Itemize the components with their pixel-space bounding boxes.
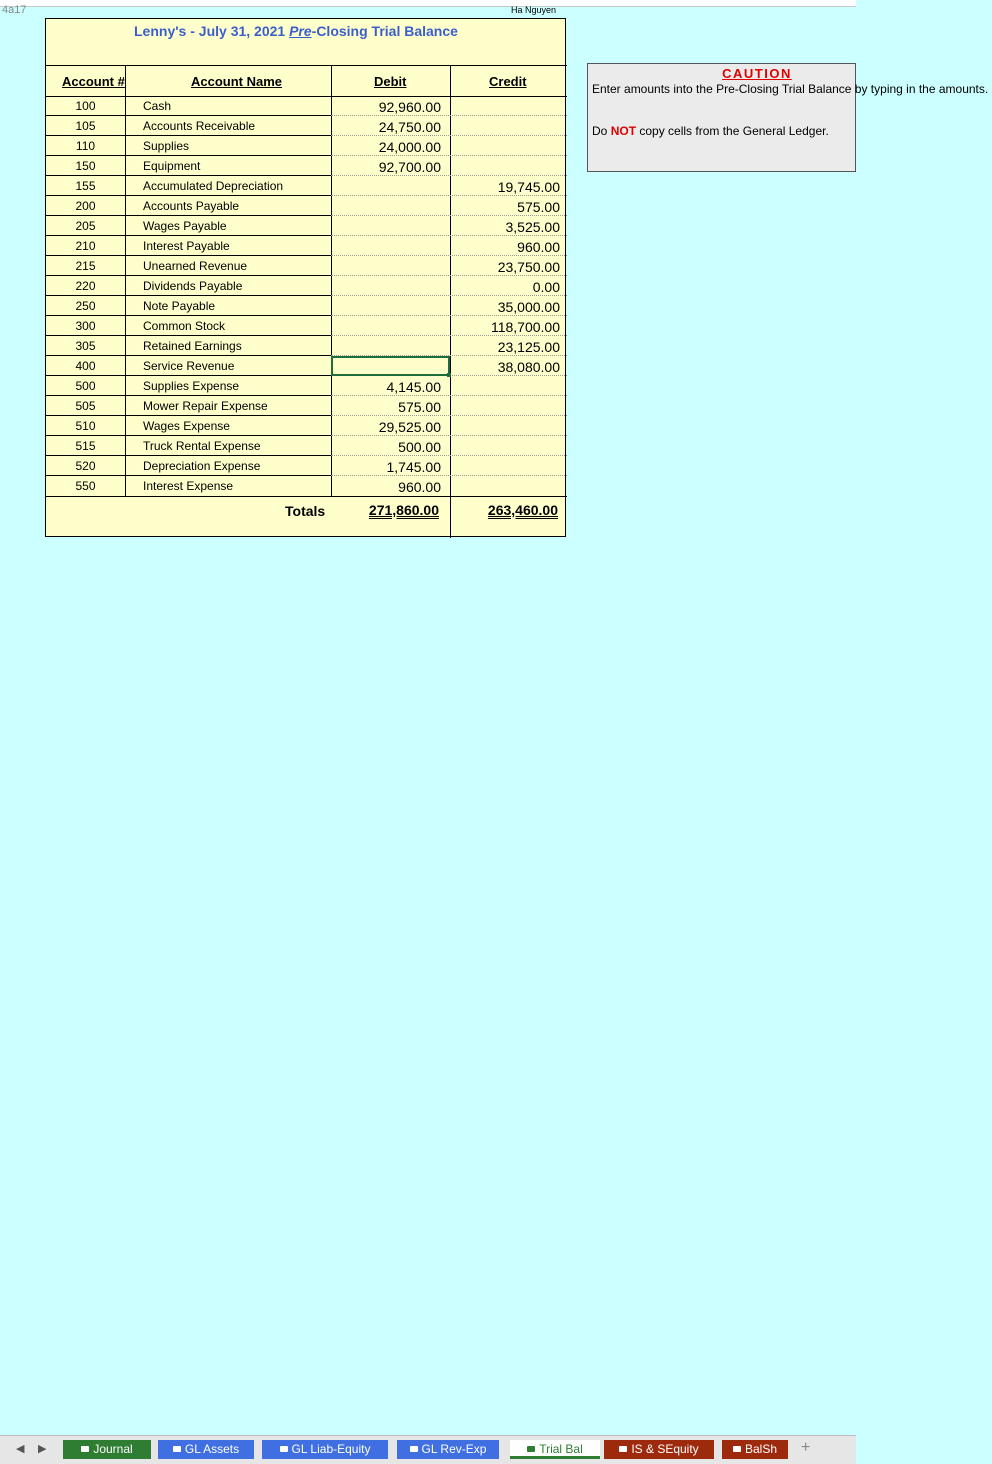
account-number[interactable]: 220 <box>75 279 96 293</box>
account-number[interactable]: 515 <box>75 439 96 453</box>
header-account-no: Account # <box>62 74 125 89</box>
account-name[interactable]: Retained Earnings <box>143 339 242 353</box>
table-row <box>46 476 567 496</box>
sheet-tab-bar <box>0 1435 856 1464</box>
table-row <box>46 96 567 116</box>
lock-icon <box>619 1446 627 1452</box>
debit-amount[interactable]: 4,145.00 <box>386 379 441 395</box>
account-number[interactable]: 150 <box>75 159 96 173</box>
debit-amount[interactable]: 500.00 <box>398 439 441 455</box>
total-credit[interactable]: 263,460.00 <box>487 502 558 518</box>
table-row <box>46 396 567 416</box>
account-name[interactable]: Cash <box>143 99 172 113</box>
account-name[interactable]: Accounts Payable <box>143 199 240 213</box>
account-name[interactable]: Common Stock <box>143 319 226 333</box>
sheet-tab-gl-rev-exp[interactable] <box>397 1440 499 1459</box>
totals-label: Totals <box>285 503 326 519</box>
table-row <box>46 236 567 256</box>
table-row <box>46 116 567 136</box>
account-number[interactable]: 215 <box>75 259 96 273</box>
sheet-tab-balsh[interactable] <box>722 1440 788 1459</box>
account-name[interactable]: Wages Payable <box>143 219 227 233</box>
sheet-tab-label: GL Rev-Exp <box>421 1442 487 1456</box>
lock-icon <box>733 1446 741 1452</box>
table-row <box>46 156 567 176</box>
lock-icon <box>527 1446 535 1452</box>
table-row <box>46 436 567 456</box>
credit-amount[interactable]: 575.00 <box>517 199 560 215</box>
sheet-tab-gl-liab-equity[interactable] <box>262 1440 388 1459</box>
sheet-tab-label: Journal <box>93 1442 133 1456</box>
table-row <box>46 176 567 196</box>
debit-amount[interactable]: 92,960.00 <box>378 99 441 115</box>
account-number[interactable]: 155 <box>75 179 96 193</box>
account-number[interactable]: 105 <box>75 119 96 133</box>
credit-amount[interactable]: 23,750.00 <box>497 259 560 275</box>
lock-icon <box>173 1446 181 1452</box>
credit-amount[interactable]: 960.00 <box>517 239 560 255</box>
account-name[interactable]: Dividends Payable <box>143 279 243 293</box>
debit-amount[interactable]: 575.00 <box>398 399 441 415</box>
account-number[interactable]: 500 <box>75 379 96 393</box>
table-row <box>46 316 567 336</box>
table-row <box>46 416 567 436</box>
totals-top-border <box>46 496 567 497</box>
account-number[interactable]: 510 <box>75 419 96 433</box>
sheet-tab-label: IS & SEquity <box>631 1442 699 1456</box>
table-row <box>46 456 567 476</box>
account-number[interactable]: 550 <box>75 479 96 493</box>
table-row <box>46 216 567 236</box>
account-name[interactable]: Accumulated Depreciation <box>143 179 284 193</box>
caution-rest: copy cells from the General Ledger. <box>636 124 829 138</box>
debit-amount[interactable]: 92,700.00 <box>378 159 441 175</box>
account-number[interactable]: 110 <box>75 139 96 153</box>
account-number[interactable]: 205 <box>75 219 96 233</box>
account-number[interactable]: 200 <box>75 199 96 213</box>
add-sheet-icon[interactable]: + <box>801 1439 811 1456</box>
account-number[interactable]: 250 <box>75 299 96 313</box>
table-row <box>46 196 567 216</box>
credit-amount[interactable]: 35,000.00 <box>497 299 560 315</box>
caution-not: NOT <box>610 124 637 138</box>
account-number[interactable]: 210 <box>75 239 96 253</box>
sheet-title <box>134 23 458 39</box>
table-row <box>46 376 567 396</box>
credit-amount[interactable]: 23,125.00 <box>497 339 560 355</box>
credit-amount[interactable]: 38,080.00 <box>497 359 560 375</box>
caution-do: Do <box>592 124 611 138</box>
sheet-tab-label: Trial Bal <box>539 1442 583 1456</box>
account-name[interactable]: Equipment <box>143 159 201 173</box>
header-debit: Debit <box>374 74 407 89</box>
account-name[interactable]: Interest Expense <box>143 479 234 493</box>
table-row <box>46 256 567 276</box>
account-number[interactable]: 100 <box>75 99 96 113</box>
title-rest: -Closing Trial Balance <box>311 23 458 39</box>
account-name[interactable]: Interest Payable <box>143 239 230 253</box>
account-name[interactable]: Supplies Expense <box>143 379 240 393</box>
debit-amount[interactable]: 960.00 <box>398 479 441 495</box>
title-pre: Pre <box>289 23 312 39</box>
table-row <box>46 356 567 376</box>
account-number[interactable]: 505 <box>75 399 96 413</box>
account-name[interactable]: Supplies <box>143 139 190 153</box>
sheet-tab-gl-assets[interactable] <box>158 1440 254 1459</box>
table-row <box>46 276 567 296</box>
total-debit[interactable]: 271,860.00 <box>368 502 439 518</box>
lock-icon <box>410 1446 418 1452</box>
table-row <box>46 336 567 356</box>
credit-amount[interactable]: 0.00 <box>532 279 560 295</box>
header-credit: Credit <box>489 74 527 89</box>
credit-amount[interactable]: 19,745.00 <box>497 179 560 195</box>
table-row <box>46 136 567 156</box>
sheet-tab-label: GL Liab-Equity <box>291 1442 371 1456</box>
caution-box <box>587 63 989 172</box>
account-name[interactable]: Mower Repair Expense <box>143 399 268 413</box>
credit-amount[interactable]: 118,700.00 <box>490 319 560 335</box>
account-name[interactable]: Accounts Receivable <box>143 119 256 133</box>
debit-amount[interactable]: 24,000.00 <box>378 139 441 155</box>
account-number[interactable]: 300 <box>75 319 96 333</box>
account-name[interactable]: Wages Expense <box>143 419 230 433</box>
account-name[interactable]: Unearned Revenue <box>143 259 248 273</box>
credit-amount[interactable]: 3,525.00 <box>505 219 560 235</box>
lock-icon <box>280 1446 288 1452</box>
account-number[interactable]: 520 <box>75 459 96 473</box>
sheet-tab-trial-bal[interactable] <box>510 1440 600 1459</box>
table-row <box>46 296 567 316</box>
account-name[interactable]: Note Payable <box>143 299 216 313</box>
caution-text-1: Enter amounts into the Pre-Closing Trial Balance by typing in the amounts. <box>592 82 989 96</box>
lock-icon <box>81 1446 89 1452</box>
account-name[interactable]: Depreciation Expense <box>143 459 261 473</box>
top-border <box>0 0 856 7</box>
account-name[interactable]: Service Revenue <box>143 359 235 373</box>
cell-reference: 4a17 <box>2 4 27 16</box>
account-number[interactable]: 305 <box>75 339 96 353</box>
sheet-tab-label: BalSh <box>744 1442 778 1456</box>
sheet-tab-label: GL Assets <box>184 1442 240 1456</box>
title-company: Lenny's - July 31, 2021 <box>134 23 290 39</box>
header-account-name: Account Name <box>191 74 283 89</box>
student-name: Ha Nguyen <box>511 5 557 15</box>
prev-sheet-icon[interactable]: ◀ <box>16 1443 25 1455</box>
sheet-tab-is-sequity[interactable] <box>604 1440 714 1459</box>
caution-text-2 <box>592 124 829 138</box>
next-sheet-icon[interactable]: ▶ <box>38 1443 47 1455</box>
debit-amount[interactable]: 1,745.00 <box>386 459 441 475</box>
trial-balance-sheet <box>45 18 566 537</box>
debit-amount[interactable]: 29,525.00 <box>378 419 441 435</box>
account-name[interactable]: Truck Rental Expense <box>143 439 261 453</box>
debit-amount[interactable]: 24,750.00 <box>378 119 441 135</box>
account-number[interactable]: 400 <box>75 359 96 373</box>
selected-cell[interactable] <box>331 356 450 376</box>
caution-title: CAUTION <box>722 66 792 81</box>
sheet-tab-journal[interactable] <box>63 1440 151 1459</box>
